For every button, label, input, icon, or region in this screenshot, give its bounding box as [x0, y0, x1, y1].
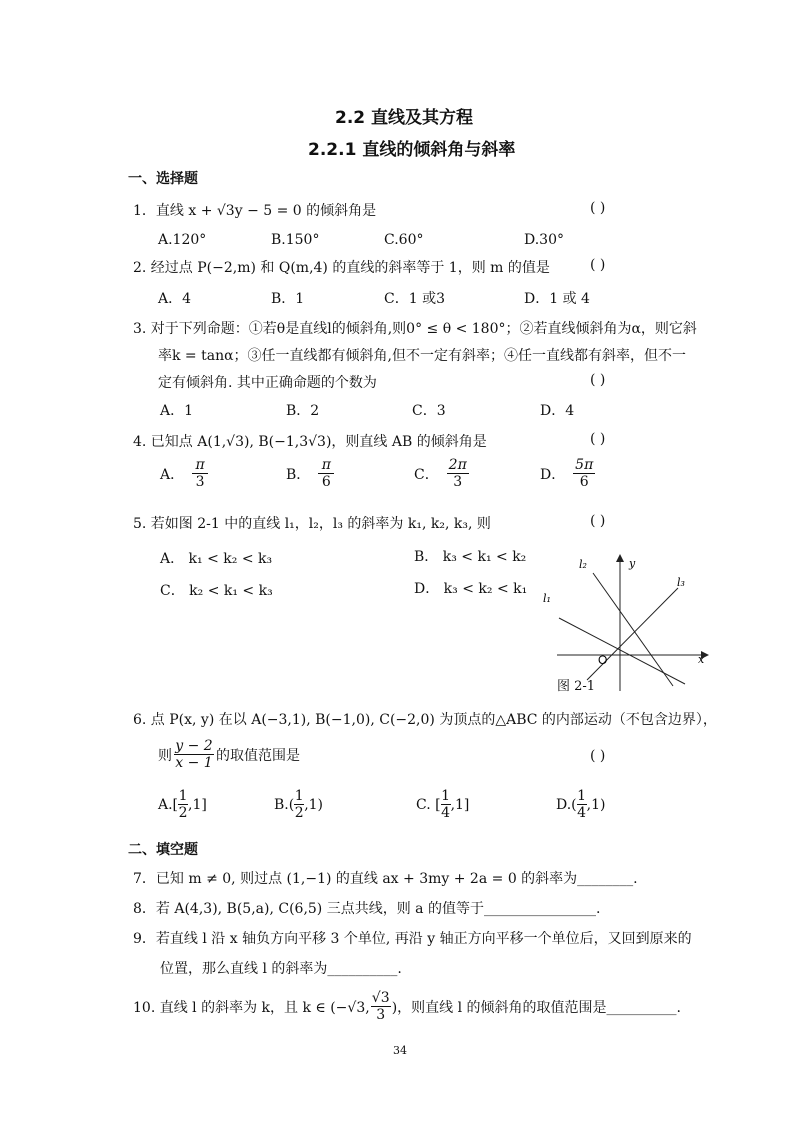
fraction-numerator: 2π: [448, 457, 467, 473]
question-10: [133, 990, 681, 1023]
label-l1: l₁: [543, 592, 551, 605]
section-heading-fill: 二、填空题: [128, 842, 198, 858]
answer-paren: ( ): [590, 257, 606, 273]
option-suffix: ,1): [586, 796, 606, 813]
question-1-option-a: A.120°: [158, 232, 207, 248]
question-6-line-2: [158, 738, 300, 771]
page-title: 2.2 直线及其方程: [335, 108, 474, 128]
answer-paren: ( ): [590, 200, 606, 216]
question-6-option-b: [274, 788, 323, 821]
option-letter: C．: [414, 466, 439, 483]
fraction-numerator: 5π: [575, 457, 594, 473]
answer-paren: ( ): [590, 431, 606, 447]
question-6-option-c: [416, 788, 469, 821]
question-6-line-1: 6. 点 P(x, y) 在以 A(−3,1), B(−1,0), C(−2,0) 为顶点的△ABC 的内部运动（不包含边界），: [133, 712, 717, 728]
question-3-option-d: D．4: [540, 403, 575, 419]
question-2-stem: 2. 经过点 P(−2,m) 和 Q(m,4) 的直线的斜率等于 1，则 m 的值是: [133, 260, 550, 276]
fraction-denominator: x − 1: [175, 755, 213, 771]
question-3-line-3: 定有倾斜角. 其中正确命题的个数为: [158, 375, 377, 391]
question-6-option-d: [556, 788, 605, 821]
option-prefix: A.[: [158, 796, 179, 813]
option-letter: D．: [540, 466, 566, 483]
question-2-option-b: B．1: [271, 291, 305, 307]
question-10-pre: 10. 直线 l 的斜率为 k，且 k ∈ (−√3,: [133, 999, 370, 1016]
section-heading-choice: 一、选择题: [128, 171, 198, 187]
question-6-option-a: [158, 788, 207, 821]
page-subtitle: 2.2.1 直线的倾斜角与斜率: [308, 140, 516, 160]
question-5-option-b: B． k₃ < k₁ < k₂: [414, 549, 527, 565]
question-5-option-a: A． k₁ < k₂ < k₃: [160, 551, 273, 567]
page-number: 34: [393, 1044, 407, 1057]
answer-paren: ( ): [590, 372, 606, 388]
figure-caption: 图 2-1: [557, 679, 596, 694]
fraction-denominator: 2: [294, 805, 304, 821]
question-4-option-b: [286, 457, 334, 490]
question-4-option-d: [540, 457, 595, 490]
option-suffix: ,1): [304, 796, 324, 813]
question-8: 8．若 A(4,3), B(5,a), C(6,5) 三点共线，则 a 的值等于________________.: [133, 901, 601, 917]
label-origin: O: [598, 653, 608, 667]
option-letter: B．: [286, 466, 311, 483]
question-5-stem: 5. 若如图 2-1 中的直线 l₁，l₂，l₃ 的斜率为 k₁, k₂, k₃, 则: [133, 516, 491, 532]
figure-2-1-lines: [535, 548, 715, 696]
fraction-denominator: 6: [321, 474, 331, 490]
line-l2: [593, 573, 673, 686]
question-1-option-b: B.150°: [271, 232, 320, 248]
question-9-line-1: 9．若直线 l 沿 x 轴负方向平移 3 个单位, 再沿 y 轴正方向平移一个单位后，又回到原来的: [133, 931, 692, 947]
answer-paren: ( ): [590, 748, 606, 764]
fraction-numerator: 1: [294, 788, 304, 804]
label-l3: l₃: [677, 576, 685, 589]
fraction-numerator: π: [321, 457, 331, 473]
question-2-option-d: D．1 或 4: [524, 291, 590, 307]
fraction-numerator: √3: [371, 990, 390, 1006]
question-7: 7．已知 m ≠ 0, 则过点 (1,−1) 的直线 ax + 3my + 2a = 0 的斜率为________.: [133, 871, 638, 887]
fraction-denominator: 6: [579, 474, 589, 490]
question-4-option-a: [160, 457, 208, 490]
question-1-option-d: D.30°: [524, 232, 564, 248]
question-10-post: )，则直线 l 的倾斜角的取值范围是__________.: [391, 999, 681, 1016]
option-prefix: D.(: [556, 796, 577, 813]
label-l2: l₂: [579, 558, 587, 571]
option-suffix: ,1]: [450, 796, 470, 813]
fraction-numerator: 1: [178, 788, 188, 804]
label-x: x: [698, 653, 705, 666]
question-3-option-b: B．2: [286, 403, 320, 419]
fraction-numerator: π: [195, 457, 205, 473]
fraction-denominator: 4: [577, 805, 587, 821]
option-prefix: B.(: [274, 796, 295, 813]
option-prefix: C. [: [416, 796, 441, 813]
question-3-option-a: A．1: [160, 403, 194, 419]
question-5-option-c: C． k₂ < k₁ < k₃: [160, 583, 273, 599]
question-4-option-c: [414, 457, 469, 490]
answer-paren: ( ): [590, 513, 606, 529]
fraction-numerator: 1: [577, 788, 587, 804]
fraction-denominator: 2: [178, 805, 188, 821]
fraction-denominator: 3: [376, 1007, 386, 1023]
question-6-pre: 则: [158, 747, 172, 764]
fraction-numerator: 1: [441, 788, 451, 804]
option-letter: A．: [160, 466, 185, 483]
question-3-line-1: 3. 对于下列命题：①若θ是直线l的倾斜角,则0° ≤ θ < 180°；②若直线倾斜角为α，则它斜: [133, 321, 697, 337]
question-2-option-a: A．4: [158, 291, 192, 307]
fraction-denominator: 3: [195, 474, 205, 490]
question-6-post: 的取值范围是: [216, 747, 300, 764]
question-2-option-c: C．1 或3: [384, 291, 445, 307]
y-axis-arrow: [616, 554, 624, 562]
question-1-stem: 1．直线 x + √3y − 5 = 0 的倾斜角是: [133, 203, 377, 219]
option-suffix: ,1]: [188, 796, 207, 813]
question-3-line-2: 率k = tanα；③任一直线都有倾斜角,但不一定有斜率；④任一直线都有斜率，但不一: [158, 348, 687, 364]
question-1-option-c: C.60°: [384, 232, 424, 248]
question-3-option-c: C．3: [412, 403, 446, 419]
question-5-option-d: D． k₃ < k₂ < k₁: [414, 581, 528, 597]
label-y: y: [629, 557, 636, 570]
fraction-denominator: 3: [453, 474, 463, 490]
question-9-line-2: 位置，那么直线 l 的斜率为__________.: [160, 961, 402, 977]
fraction-numerator: y − 2: [175, 738, 213, 754]
question-4-stem: 4. 已知点 A(1,√3), B(−1,3√3)，则直线 AB 的倾斜角是: [133, 434, 487, 450]
fraction-denominator: 4: [441, 805, 451, 821]
